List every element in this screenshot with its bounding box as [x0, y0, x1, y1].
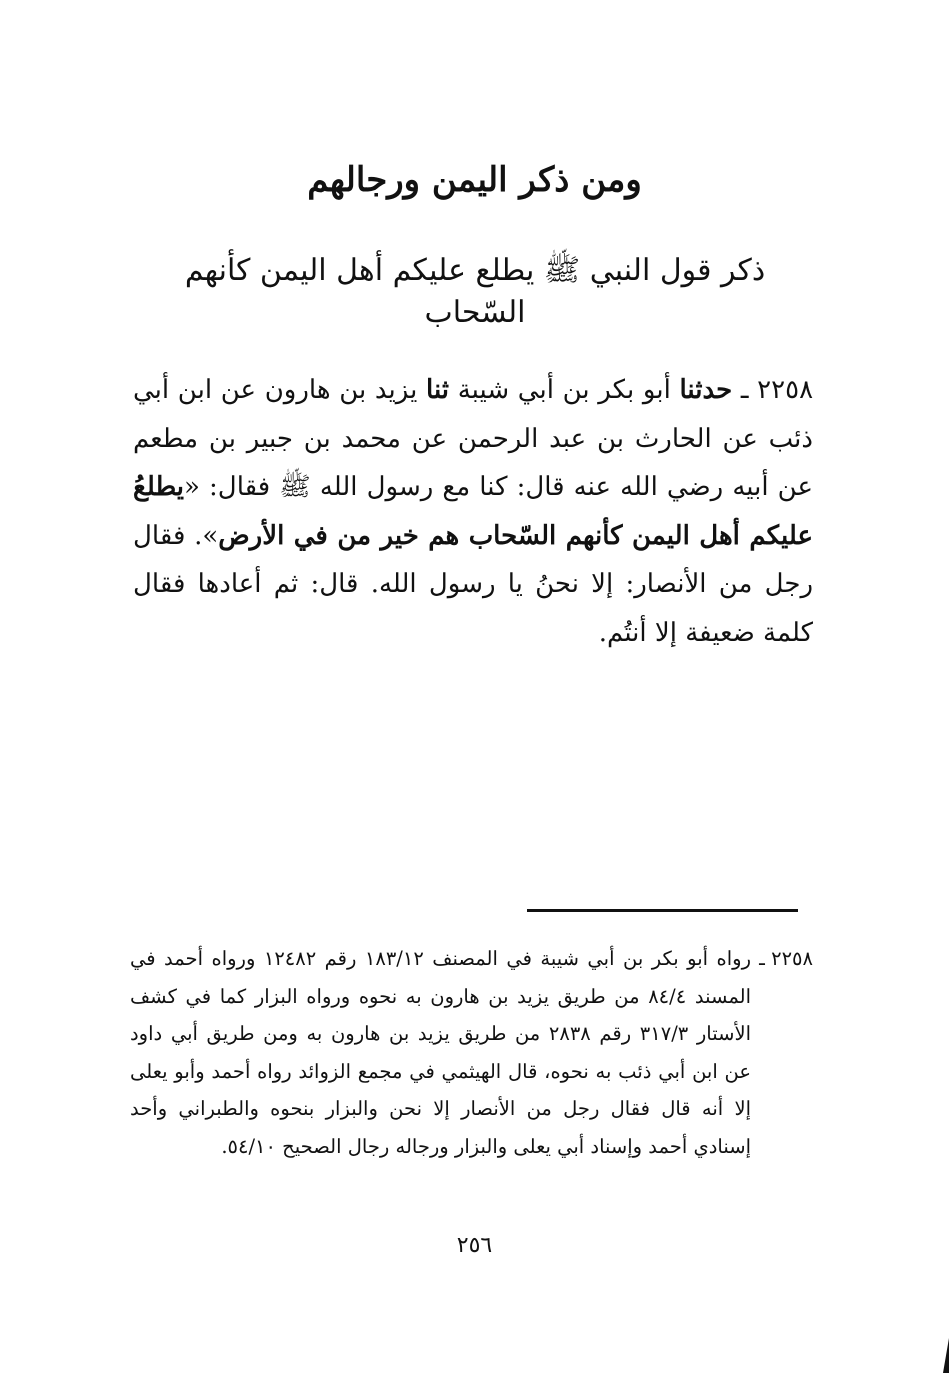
chapter-title: ومن ذكر اليمن ورجالهم: [307, 160, 642, 200]
footnote: [130, 940, 813, 1165]
hadith-thana: ثنا: [426, 375, 450, 405]
hadith-ending: ». فقال رجل من الأنصار: إلا نحنُ يا رسول الله. قال: ثم أعادها فقال كلمة ضعيفة إلا أنتُم.: [133, 520, 813, 648]
footnote-separator: [527, 909, 798, 912]
hadith-number: ٢٢٥٨ ـ: [740, 375, 814, 405]
hadith-narrator: أبو بكر بن أبي شيبة: [457, 375, 671, 405]
hadith-quote: يطلعُ عليكم أهل اليمن كأنهم السّحاب هم خير من في الأرض: [133, 472, 813, 551]
section-title: ذكر قول النبي ﷺ يطلع عليكم أهل اليمن كأنهم السّحاب: [184, 253, 766, 330]
hadith-text: [133, 366, 813, 657]
footnote-text: رواه أبو بكر بن أبي شيبة في المصنف ١٨٣/١٢ رقم ١٢٤٨٢ ورواه أحمد في المسند ٨٤/٤ من طريق يزيد بن هارون به نحوه ورواه البزار كما في كشف الأستار ٣١٧/٣ رقم ٢٨٣٨ من طريق يزيد بن هارون به ومن طريق أبي داود عن ابن أبي ذئب به نحوه، قال الهيثمي في مجمع الزوائد رواه أحمد وأبو يعلى إلا أنه قال فقال رجل من الأنصار إلا نحن والبزار بنحوه والطبراني وأحد إسنادي أحمد وإسناد أبي يعلى والبزار ورجاله رجال الصحيح ٥٤/١٠.: [130, 947, 751, 1158]
footnote-number: ٢٢٥٨ ـ: [759, 947, 813, 970]
page-number: ٢٥٦: [456, 1233, 493, 1258]
hadith-chain: يزيد بن هارون عن ابن أبي ذئب عن الحارث بن عبد الرحمن عن محمد بن جبير بن مطعم عن أبيه رضي الله عنه قال: كنا مع رسول الله ﷺ فقال: «: [133, 375, 813, 502]
scan-edge-mark: [943, 1338, 949, 1373]
hadith-haddathana: حدثنا: [679, 375, 733, 405]
